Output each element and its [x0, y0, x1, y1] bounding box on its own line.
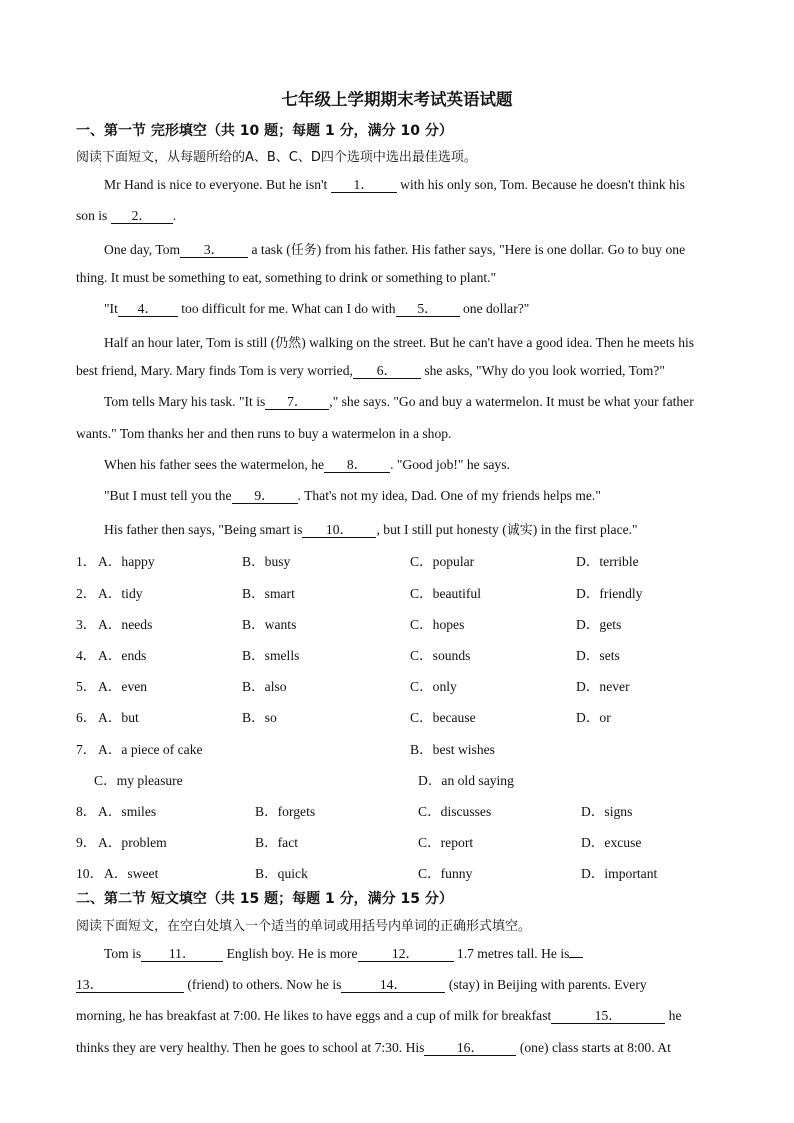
text: Tom is [104, 946, 142, 961]
text: Half an hour later, Tom is still ( [104, 335, 276, 350]
question-number: 1． [76, 554, 97, 569]
option-a[interactable]: A．problem [98, 835, 167, 850]
passage-line [104, 519, 638, 538]
option-b[interactable]: B．best wishes [410, 742, 495, 757]
option-d[interactable]: D．friendly [576, 586, 643, 601]
text: best friend, Mary. Mary finds Tom is very worried, [76, 363, 353, 378]
text: 诚实 [506, 523, 533, 538]
text: Tom tells Mary his task. "It is [104, 394, 266, 409]
question-number: 9． [76, 835, 97, 850]
option-d[interactable]: D．gets [576, 617, 622, 632]
option-c[interactable]: C．my pleasure [94, 773, 183, 788]
text: English boy. He is more [226, 946, 358, 961]
passage-line [104, 239, 685, 258]
blank-14[interactable]: 14． [341, 978, 445, 993]
section1-heading: 一、第一节 完形填空（共 10 题；每题 1 分，满分 10 分） [76, 123, 453, 139]
question-number: 6． [76, 710, 97, 725]
passage-line [104, 946, 583, 962]
text: "It [104, 301, 118, 316]
option-b[interactable]: B．so [242, 710, 277, 725]
option-d[interactable]: D．important [581, 866, 658, 881]
text: she asks, "Why do you look worried, Tom?" [424, 363, 665, 378]
option-d[interactable]: D．an old saying [418, 773, 514, 788]
section2-instruction: 阅读下面短文，在空白处填入一个适当的单词或用括号内单词的正确形式填空。 [76, 919, 532, 934]
passage-line [104, 394, 694, 410]
text: too difficult for me. What can I do with [181, 301, 396, 316]
text: . "Good job!" he says. [390, 457, 510, 472]
text: (friend) to others. Now he is [187, 977, 342, 992]
blank-1[interactable]: 1． [331, 178, 397, 193]
blank-9[interactable]: 9． [232, 489, 298, 504]
option-a[interactable]: A．but [98, 710, 139, 725]
blank-8[interactable]: 8． [324, 458, 390, 473]
option-d[interactable]: D．sets [576, 648, 620, 663]
text: , but I still put honesty ( [376, 522, 507, 537]
option-c[interactable]: C．report [418, 835, 474, 850]
option-a[interactable]: A．a piece of cake [98, 742, 203, 757]
passage-line [76, 363, 665, 379]
text: son is [76, 208, 108, 223]
option-c[interactable]: C．hopes [410, 617, 465, 632]
option-a[interactable]: A．sweet [104, 866, 159, 881]
option-d[interactable]: D．terrible [576, 554, 639, 569]
section2-heading: 二、第二节 短文填空（共 15 题；每题 1 分，满分 15 分） [76, 891, 453, 907]
question-number: 7． [76, 742, 97, 757]
option-b[interactable]: B．smart [242, 586, 295, 601]
option-c[interactable]: C．because [410, 710, 476, 725]
option-b[interactable]: B．smells [242, 648, 300, 663]
blank-15[interactable]: 15． [551, 1009, 665, 1024]
blank-7[interactable]: 7． [265, 395, 329, 410]
passage-line [104, 177, 685, 193]
text: . That's not my idea, Dad. One of my friends helps me." [297, 488, 601, 503]
blank-6[interactable]: 6． [353, 364, 421, 379]
passage-line [76, 1008, 682, 1024]
question-number: 4． [76, 648, 97, 663]
option-a[interactable]: A．smiles [98, 804, 157, 819]
blank-2[interactable]: 2． [111, 209, 173, 224]
text: (one) class starts at 8:00. At [519, 1040, 671, 1055]
option-c[interactable]: C．funny [418, 866, 473, 881]
option-a[interactable]: A．happy [98, 554, 155, 569]
text: thinks they are very healthy. Then he goes to school at 7:30. His [76, 1040, 425, 1055]
passage-line [104, 488, 601, 504]
text: ) walking on the street. But he can't have a good idea. Then he meets his [301, 335, 695, 350]
option-c[interactable]: C．discusses [418, 804, 492, 819]
blank-3[interactable]: 3． [180, 243, 248, 258]
option-a[interactable]: A．needs [98, 617, 153, 632]
option-d[interactable]: D．never [576, 679, 630, 694]
text: Mr Hand is nice to everyone. But he isn't [104, 177, 328, 192]
blank-12[interactable]: 12． [358, 947, 454, 962]
text: one dollar?" [462, 301, 530, 316]
passage-line [104, 457, 510, 473]
blank-13-start [569, 957, 583, 958]
option-d[interactable]: D．signs [581, 804, 633, 819]
passage-line [104, 332, 694, 351]
option-c[interactable]: C．only [410, 679, 457, 694]
text: 仍然 [275, 336, 302, 351]
blank-10[interactable]: 10． [302, 523, 376, 538]
option-a[interactable]: A．even [98, 679, 148, 694]
option-c[interactable]: C．beautiful [410, 586, 481, 601]
text: ) in the first place." [532, 522, 638, 537]
question-number: 3． [76, 617, 97, 632]
text: "But I must tell you the [104, 488, 232, 503]
text: 1.7 metres tall. He is [456, 946, 570, 961]
text: 任务 [290, 243, 317, 258]
blank-4[interactable]: 4． [118, 302, 178, 317]
text: . [172, 208, 177, 223]
option-b[interactable]: B．fact [255, 835, 299, 850]
text: One day, Tom [104, 242, 181, 257]
passage-line [104, 301, 529, 317]
option-b[interactable]: B．wants [242, 617, 297, 632]
question-number: 10． [76, 866, 104, 881]
blank-16[interactable]: 16． [424, 1041, 516, 1056]
text: a task ( [251, 242, 291, 257]
question-number: 2． [76, 586, 97, 601]
option-b[interactable]: B．forgets [255, 804, 316, 819]
passage-line [76, 977, 647, 993]
option-b[interactable]: B．quick [255, 866, 308, 881]
text: When his father sees the watermelon, he [104, 457, 325, 472]
text: His father then says, "Being smart is [104, 522, 303, 537]
option-b[interactable]: B．also [242, 679, 287, 694]
blank-5[interactable]: 5． [396, 302, 460, 317]
blank-11[interactable]: 11． [141, 947, 223, 962]
option-c[interactable]: C．sounds [410, 648, 471, 663]
passage-line: wants." Tom thanks her and then runs to buy a watermelon in a shop. [76, 426, 452, 441]
text: morning, he has breakfast at 7:00. He likes to have eggs and a cup of milk for breakfast [76, 1008, 552, 1023]
text: ," she says. "Go and buy a watermelon. It must be what your father [329, 394, 694, 409]
text: ) from his father. His father says, "Here is one dollar. Go to buy one [316, 242, 686, 257]
blank-13[interactable]: 13． [76, 978, 184, 993]
option-d[interactable]: D．or [576, 710, 611, 725]
option-d[interactable]: D．excuse [581, 835, 642, 850]
question-number: 8． [76, 804, 97, 819]
option-c[interactable]: C．popular [410, 554, 475, 569]
text: (stay) in Beijing with parents. Every [448, 977, 647, 992]
text: he [668, 1008, 682, 1023]
question-number: 5． [76, 679, 97, 694]
option-b[interactable]: B．busy [242, 554, 291, 569]
section1-instruction: 阅读下面短文，从每题所给的A、B、C、D四个选项中选出最佳选项。 [76, 150, 477, 165]
passage-line [76, 208, 176, 224]
page-title: 七年级上学期期末考试英语试题 [281, 90, 513, 109]
passage-line [76, 1040, 671, 1056]
text: with his only son, Tom. Because he doesn't think his [400, 177, 685, 192]
option-a[interactable]: A．tidy [98, 586, 143, 601]
option-a[interactable]: A．ends [98, 648, 147, 663]
passage-line: thing. It must be something to eat, something to drink or something to plant." [76, 270, 497, 285]
